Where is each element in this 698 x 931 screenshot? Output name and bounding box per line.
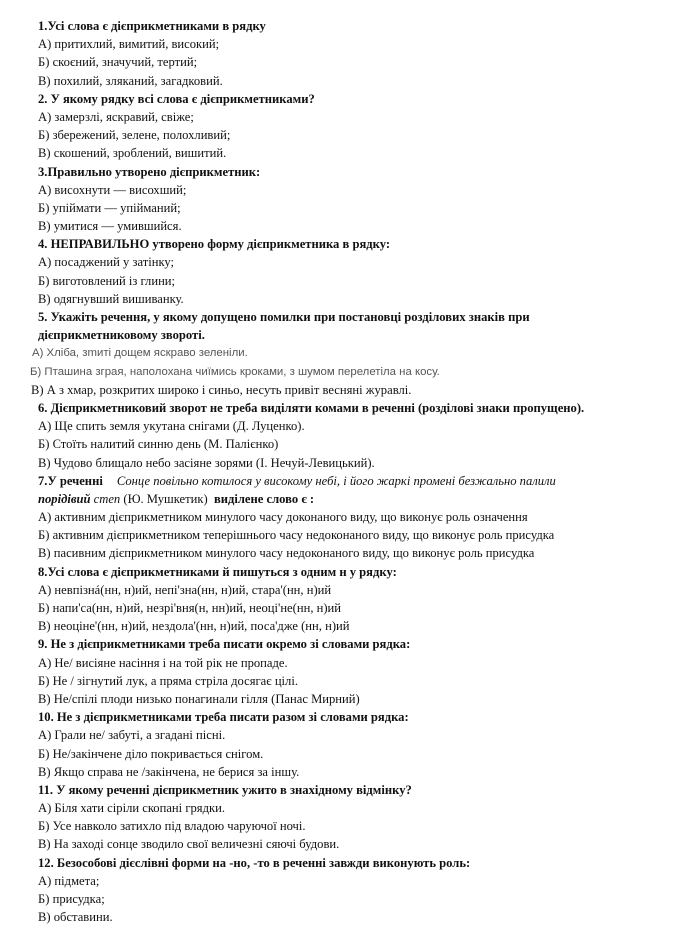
answer-option: В) похилий, зляканий, загадковий.	[38, 73, 223, 88]
answer-option: В) Якщо справа не /закінчена, не берися за іншу.	[38, 764, 300, 779]
question-title: 2. У якому рядку всі слова є дієприкметниками?	[38, 91, 315, 106]
answer-option: В) обставини.	[38, 910, 113, 925]
answer-option: А) Хліба, зmиті дощем яскраво зеленіли.	[32, 347, 248, 360]
answer-option: Б) скоєний, значучий, тертий;	[38, 55, 198, 70]
answer-option: В) умитися — умившийся.	[38, 219, 182, 234]
answer-option: А) активним дієприкметником минулого часу доконаного виду, що виконує роль означення	[38, 510, 528, 525]
question-3	[0, 163, 698, 236]
answer-option: В) пасивним дієприкметником минулого часу недоконаного виду, що виконує роль присудка	[38, 546, 535, 561]
question-6	[0, 399, 698, 472]
answer-option: В) скошений, зроблений, вишитий.	[38, 146, 227, 161]
question-title	[0, 472, 698, 490]
question-title: 8.Усі слова є дієприкметниками й пишуться з одним н у рядку:	[38, 564, 397, 579]
question-5	[0, 308, 698, 399]
question-title: 10. Не з дієприкметниками треба писати разом зі словами рядка:	[38, 710, 409, 725]
answer-option: Б) активним дієприкметником теперішнього часу недоконаного виду, що виконує роль присудка	[38, 528, 555, 543]
answer-option: А) висохнути — висохший;	[38, 182, 187, 197]
answer-option: Б) упіймати — упійманий;	[38, 200, 181, 215]
answer-option: В) Не/спілі плоди низько понагинали гілля (Панас Мирний)	[38, 691, 360, 706]
answer-option: В) одягнувший вишиванку.	[38, 291, 184, 306]
answer-option: А) Не/ висіяне насіння і на той рік не пропаде.	[38, 655, 288, 670]
answer-option: А) Грали не/ забуті, а згадані пісні.	[38, 728, 226, 743]
question-title: 6. Дієприкметниковий зворот не треба виділяти комами в реченні (розділові знаки пропущено).	[38, 400, 585, 415]
sentence-author: (Ю. Мушкетик)	[123, 491, 208, 506]
question-10	[0, 708, 698, 781]
question-title: 1.Усі слова є дієприкметниками в рядку	[38, 19, 266, 33]
answer-option: А) невпізнá(нн, н)ий, непі'зна(нн, н)ий, стара'(нн, н)ий	[38, 582, 332, 597]
answer-option: Б) Пташина зграя, наполохана чиїмись кроками, з шумом перелетіла на косу.	[30, 365, 440, 378]
answer-option: Б) Стоїть налитий синню день (М. Палієнко)	[38, 437, 279, 452]
question-1	[0, 17, 698, 90]
question-2	[0, 90, 698, 163]
answer-option: А) Ще спить земля укутана снігами (Д. Луценко).	[38, 419, 305, 434]
answer-option: Б) Не/закінчене діло покривається снігом.	[38, 746, 264, 761]
question-title: 5. Укажіть речення, у якому допущено помилки при постановці розділових знаків при	[38, 310, 530, 324]
question-9	[0, 635, 698, 708]
answer-option: Б) Усе навколо затихло під владою чаруючої ночі.	[38, 819, 306, 834]
question-title: 11. У якому реченні дієприкметник ужито в знахідному відмінку?	[38, 782, 412, 797]
question-title-tail: виділене слово є :	[213, 491, 315, 506]
answer-option: А) замерзлі, яскравий, свіже;	[38, 109, 194, 124]
question-title: 4. НЕПРАВИЛЬНО утворено форму дієприкметника в рядку:	[38, 237, 391, 252]
quoted-sentence: Сонце повільно котилося у високому небі, і його жаркі промені безжально палили	[116, 473, 556, 488]
answer-option: А) посаджений у затінку;	[38, 255, 175, 270]
quoted-sentence-end: степ	[93, 491, 121, 506]
answer-option: А) підмета;	[38, 873, 100, 888]
answer-option: А) притихлий, вимитий, високий;	[38, 37, 220, 52]
question-8	[0, 563, 698, 636]
question-12	[0, 854, 698, 927]
answer-option: Б) виготовлений із глини;	[38, 273, 176, 288]
answer-option: Б) збережений, зелене, полохливий;	[38, 128, 231, 143]
question-title-label: 7.У реченні	[38, 473, 103, 488]
answer-option: В) На заході сонце зводило свої величезні сяючі будови.	[38, 837, 340, 852]
question-7	[0, 472, 698, 563]
answer-option: В) неоціне'(нн, н)ий, нездола'(нн, н)ий, поса'дже (нн, н)ий	[38, 619, 350, 634]
question-title: 9. Не з дієприкметниками треба писати окремо зі словами рядка:	[38, 637, 411, 652]
answer-option: Б) присудка;	[38, 892, 105, 906]
question-11	[0, 781, 698, 854]
question-4	[0, 235, 698, 308]
question-title: 12. Безособові дієслівні форми на -но, -то в реченні завжди виконують роль:	[38, 855, 471, 870]
answer-option: Б) напи'са(нн, н)ий, незрі'вня(н, нн)ий, неоці'не(нн, н)ий	[38, 601, 342, 615]
highlighted-word: порідівий	[38, 491, 91, 506]
answer-option: В) А з хмар, розкритих широко і синьо, несуть привіт весняні журавлі.	[31, 382, 412, 397]
question-title: 3.Правильно утворено дієприкметник:	[38, 164, 261, 179]
answer-option: А) Біля хати сіріли скопані грядки.	[38, 801, 225, 816]
answer-option: Б) Не / зігнутий лук, а пряма стріла досягає цілі.	[38, 673, 298, 688]
question-title-continuation: дієприкметниковому звороті.	[38, 328, 205, 343]
answer-option: В) Чудово блищало небо засіяне зорями (І. Нечуй-Левицький).	[38, 455, 375, 470]
question-title-continuation	[0, 490, 698, 508]
